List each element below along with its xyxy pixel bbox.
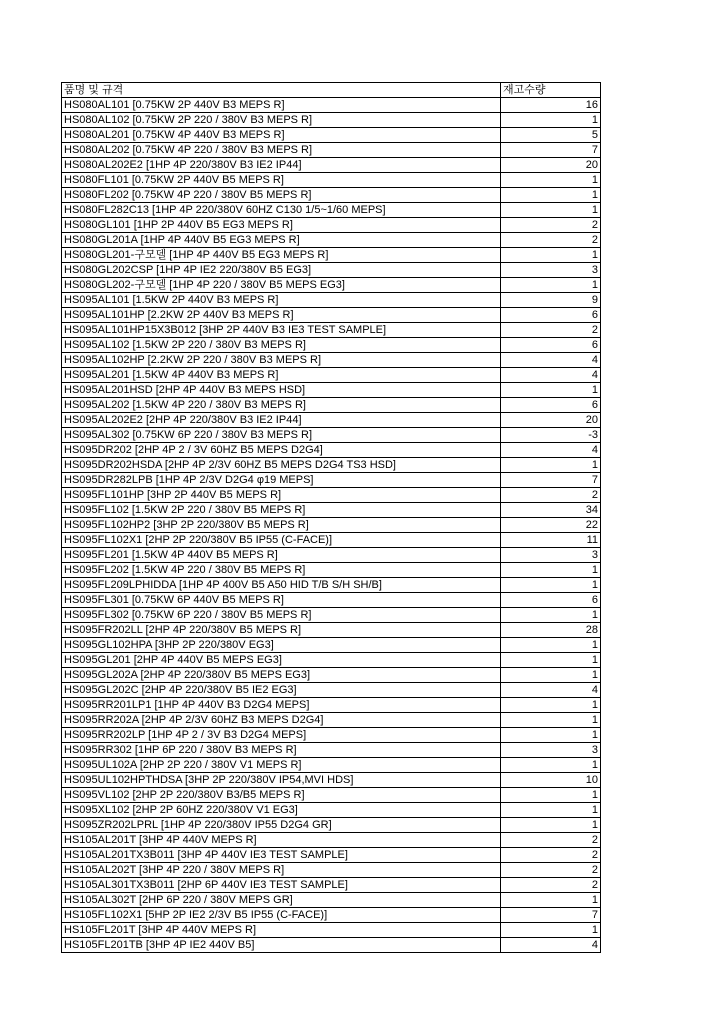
product-name-cell: HS095UL102HPTHDSA [3HP 2P 220/380V IP54,MVI HDS] [62, 773, 501, 788]
product-name-cell: HS095AL202E2 [2HP 4P 220/380V B3 IE2 IP44] [62, 413, 501, 428]
table-row [62, 308, 601, 323]
table-row [62, 938, 601, 953]
product-name-cell: HS095AL102HP [2.2KW 2P 220 / 380V B3 MEPS R] [62, 353, 501, 368]
table-row [62, 203, 601, 218]
stock-qty-cell: 4 [501, 443, 601, 458]
table-row [62, 713, 601, 728]
product-name-cell: HS095FR202LL [2HP 4P 220/380V B5 MEPS R] [62, 623, 501, 638]
product-name-cell: HS095FL301 [0.75KW 6P 440V B5 MEPS R] [62, 593, 501, 608]
stock-qty-cell: 1 [501, 278, 601, 293]
product-name-cell: HS080AL202 [0.75KW 4P 220 / 380V B3 MEPS R] [62, 143, 501, 158]
table-row [62, 293, 601, 308]
stock-qty-cell: 6 [501, 308, 601, 323]
table-row [62, 593, 601, 608]
stock-qty-cell: 2 [501, 848, 601, 863]
product-name-cell: HS095FL202 [1.5KW 4P 220 / 380V B5 MEPS R] [62, 563, 501, 578]
stock-qty-cell: 1 [501, 893, 601, 908]
stock-qty-cell: 1 [501, 698, 601, 713]
stock-qty-cell: 11 [501, 533, 601, 548]
stock-qty-cell: 1 [501, 713, 601, 728]
product-name-cell: HS095VL102 [2HP 2P 220/380V B3/B5 MEPS R] [62, 788, 501, 803]
product-name-cell: HS080GL202CSP [1HP 4P IE2 220/380V B5 EG3] [62, 263, 501, 278]
stock-qty-cell: 9 [501, 293, 601, 308]
stock-qty-cell: 1 [501, 578, 601, 593]
stock-qty-cell: 6 [501, 398, 601, 413]
product-name-cell: HS080FL282C13 [1HP 4P 220/380V 60HZ C130 1/5~1/60 MEPS] [62, 203, 501, 218]
product-name-cell: HS095AL101 [1.5KW 2P 440V B3 MEPS R] [62, 293, 501, 308]
stock-qty-cell: 1 [501, 383, 601, 398]
stock-qty-cell: 4 [501, 353, 601, 368]
table-row [62, 878, 601, 893]
product-name-cell: HS095GL202C [2HP 4P 220/380V B5 IE2 EG3] [62, 683, 501, 698]
product-name-cell: HS105AL302T [2HP 6P 220 / 380V MEPS GR] [62, 893, 501, 908]
table-row [62, 173, 601, 188]
product-name-cell: HS080AL201 [0.75KW 4P 440V B3 MEPS R] [62, 128, 501, 143]
product-name-cell: HS095AL201HSD [2HP 4P 440V B3 MEPS HSD] [62, 383, 501, 398]
stock-qty-cell: 6 [501, 593, 601, 608]
product-name-cell: HS095AL101HP [2.2KW 2P 440V B3 MEPS R] [62, 308, 501, 323]
product-name-cell: HS095FL201 [1.5KW 4P 440V B5 MEPS R] [62, 548, 501, 563]
product-name-cell: HS095DR282LPB [1HP 4P 2/3V D2G4 φ19 MEPS] [62, 473, 501, 488]
table-row [62, 908, 601, 923]
table-row [62, 668, 601, 683]
product-name-cell: HS080AL202E2 [1HP 4P 220/380V B3 IE2 IP44] [62, 158, 501, 173]
table-row [62, 98, 601, 113]
stock-qty-cell: 28 [501, 623, 601, 638]
product-name-cell: HS095XL102 [2HP 2P 60HZ 220/380V V1 EG3] [62, 803, 501, 818]
table-row [62, 473, 601, 488]
product-name-cell: HS095DR202 [2HP 4P 2 / 3V 60HZ B5 MEPS D2G4] [62, 443, 501, 458]
product-name-cell: HS095FL102HP2 [3HP 2P 220/380V B5 MEPS R] [62, 518, 501, 533]
stock-qty-cell: 5 [501, 128, 601, 143]
stock-qty-cell: 7 [501, 473, 601, 488]
product-name-cell: HS095DR202HSDA [2HP 4P 2/3V 60HZ B5 MEPS D2G4 TS3 HSD] [62, 458, 501, 473]
product-name-cell: HS105FL102X1 [5HP 2P IE2 2/3V B5 IP55 (C-FACE)] [62, 908, 501, 923]
product-name-cell: HS095RR302 [1HP 6P 220 / 380V B3 MEPS R] [62, 743, 501, 758]
header-stock-qty: 재고수량 [501, 83, 601, 98]
table-row [62, 578, 601, 593]
table-row [62, 638, 601, 653]
product-name-cell: HS095FL102 [1.5KW 2P 220 / 380V B5 MEPS R] [62, 503, 501, 518]
table-row [62, 503, 601, 518]
product-name-cell: HS080GL201-구모델 [1HP 4P 440V B5 EG3 MEPS R] [62, 248, 501, 263]
product-name-cell: HS095AL102 [1.5KW 2P 220 / 380V B3 MEPS R] [62, 338, 501, 353]
stock-qty-cell: 20 [501, 413, 601, 428]
product-name-cell: HS095FL302 [0.75KW 6P 220 / 380V B5 MEPS R] [62, 608, 501, 623]
table-row [62, 113, 601, 128]
stock-qty-cell: 1 [501, 608, 601, 623]
table-row [62, 458, 601, 473]
table-row [62, 188, 601, 203]
product-name-cell: HS080GL101 [1HP 2P 440V B5 EG3 MEPS R] [62, 218, 501, 233]
product-name-cell: HS095FL209LPHIDDA [1HP 4P 400V B5 A50 HID T/B S/H SH/B] [62, 578, 501, 593]
product-name-cell: HS105AL201T [3HP 4P 440V MEPS R] [62, 833, 501, 848]
product-name-cell: HS105AL301TX3B011 [2HP 6P 440V IE3 TEST SAMPLE] [62, 878, 501, 893]
product-name-cell: HS095GL102HPA [3HP 2P 220/380V EG3] [62, 638, 501, 653]
table-row [62, 428, 601, 443]
table-row [62, 803, 601, 818]
table-row [62, 923, 601, 938]
table-row [62, 323, 601, 338]
stock-qty-cell: 2 [501, 863, 601, 878]
table-row [62, 773, 601, 788]
stock-qty-cell: 3 [501, 263, 601, 278]
stock-qty-cell: 1 [501, 728, 601, 743]
table-row [62, 233, 601, 248]
stock-qty-cell: 2 [501, 878, 601, 893]
product-name-cell: HS095AL202 [1.5KW 4P 220 / 380V B3 MEPS R] [62, 398, 501, 413]
table-row [62, 398, 601, 413]
product-name-cell: HS095FL102X1 [2HP 2P 220/380V B5 IP55 (C-FACE)] [62, 533, 501, 548]
table-row [62, 743, 601, 758]
stock-qty-cell: 1 [501, 173, 601, 188]
table-row [62, 443, 601, 458]
stock-qty-cell: 16 [501, 98, 601, 113]
stock-qty-cell: 2 [501, 323, 601, 338]
stock-qty-cell: 34 [501, 503, 601, 518]
product-name-cell: HS095AL302 [0.75KW 6P 220 / 380V B3 MEPS R] [62, 428, 501, 443]
table-row [62, 158, 601, 173]
stock-qty-cell: 7 [501, 908, 601, 923]
stock-qty-cell: 1 [501, 188, 601, 203]
table-row [62, 563, 601, 578]
table-row [62, 413, 601, 428]
table-row [62, 353, 601, 368]
stock-qty-cell: 6 [501, 338, 601, 353]
stock-qty-cell: 2 [501, 488, 601, 503]
table-row [62, 728, 601, 743]
stock-qty-cell: 1 [501, 653, 601, 668]
product-name-cell: HS080FL202 [0.75KW 4P 220 / 380V B5 MEPS R] [62, 188, 501, 203]
product-name-cell: HS080GL202-구모델 [1HP 4P 220 / 380V B5 MEPS EG3] [62, 278, 501, 293]
stock-qty-cell: 4 [501, 368, 601, 383]
table-row [62, 653, 601, 668]
stock-qty-cell: 1 [501, 668, 601, 683]
stock-qty-cell: 2 [501, 218, 601, 233]
table-row [62, 848, 601, 863]
stock-qty-cell: 1 [501, 113, 601, 128]
table-row [62, 758, 601, 773]
product-name-cell: HS095RR202A [2HP 4P 2/3V 60HZ B3 MEPS D2G4] [62, 713, 501, 728]
product-name-cell: HS095RR201LP1 [1HP 4P 440V B3 D2G4 MEPS] [62, 698, 501, 713]
product-name-cell: HS095GL202A [2HP 4P 220/380V B5 MEPS EG3] [62, 668, 501, 683]
table-row [62, 623, 601, 638]
table-row [62, 833, 601, 848]
header-product-name: 품명 및 규격 [62, 83, 501, 98]
table-row [62, 863, 601, 878]
stock-qty-cell: 1 [501, 758, 601, 773]
product-name-cell: HS095RR202LP [1HP 4P 2 / 3V B3 D2G4 MEPS] [62, 728, 501, 743]
stock-qty-cell: 4 [501, 938, 601, 953]
product-name-cell: HS105AL202T [3HP 4P 220 / 380V MEPS R] [62, 863, 501, 878]
product-name-cell: HS080AL102 [0.75KW 2P 220 / 380V B3 MEPS R] [62, 113, 501, 128]
stock-qty-cell: 1 [501, 248, 601, 263]
product-name-cell: HS095FL101HP [3HP 2P 440V B5 MEPS R] [62, 488, 501, 503]
product-name-cell: HS080GL201A [1HP 4P 440V B5 EG3 MEPS R] [62, 233, 501, 248]
stock-qty-cell: 10 [501, 773, 601, 788]
product-name-cell: HS095AL101HP15X3B012 [3HP 2P 440V B3 IE3 TEST SAMPLE] [62, 323, 501, 338]
product-name-cell: HS105FL201T [3HP 4P 440V MEPS R] [62, 923, 501, 938]
product-name-cell: HS095UL102A [2HP 2P 220 / 380V V1 MEPS R] [62, 758, 501, 773]
table-row [62, 533, 601, 548]
stock-qty-cell: 3 [501, 548, 601, 563]
table-row [62, 338, 601, 353]
table-row [62, 263, 601, 278]
stock-qty-cell: 7 [501, 143, 601, 158]
table-row [62, 608, 601, 623]
stock-qty-cell: 4 [501, 683, 601, 698]
stock-qty-cell: 1 [501, 818, 601, 833]
stock-qty-cell: 3 [501, 743, 601, 758]
table-row [62, 278, 601, 293]
product-name-cell: HS095ZR202LPRL [1HP 4P 220/380V IP55 D2G4 GR] [62, 818, 501, 833]
table-row [62, 818, 601, 833]
table-row [62, 698, 601, 713]
stock-qty-cell: 2 [501, 833, 601, 848]
product-name-cell: HS105FL201TB [3HP 4P IE2 440V B5] [62, 938, 501, 953]
product-name-cell: HS095AL201 [1.5KW 4P 440V B3 MEPS R] [62, 368, 501, 383]
table-row [62, 518, 601, 533]
header-row [62, 83, 601, 98]
table-row [62, 788, 601, 803]
stock-qty-cell: -3 [501, 428, 601, 443]
stock-qty-cell: 1 [501, 788, 601, 803]
table-row [62, 218, 601, 233]
stock-qty-cell: 1 [501, 563, 601, 578]
table-row [62, 488, 601, 503]
stock-qty-cell: 2 [501, 233, 601, 248]
stock-qty-cell: 22 [501, 518, 601, 533]
table-row [62, 383, 601, 398]
stock-qty-cell: 20 [501, 158, 601, 173]
table-row [62, 548, 601, 563]
stock-qty-cell: 1 [501, 203, 601, 218]
stock-qty-cell: 1 [501, 923, 601, 938]
table-row [62, 683, 601, 698]
table-row [62, 368, 601, 383]
table-row [62, 128, 601, 143]
product-name-cell: HS080AL101 [0.75KW 2P 440V B3 MEPS R] [62, 98, 501, 113]
stock-qty-cell: 1 [501, 458, 601, 473]
product-name-cell: HS095GL201 [2HP 4P 440V B5 MEPS EG3] [62, 653, 501, 668]
inventory-table [61, 82, 601, 953]
product-name-cell: HS080FL101 [0.75KW 2P 440V B5 MEPS R] [62, 173, 501, 188]
table-row [62, 248, 601, 263]
table-row [62, 893, 601, 908]
stock-qty-cell: 1 [501, 803, 601, 818]
table-row [62, 143, 601, 158]
stock-qty-cell: 1 [501, 638, 601, 653]
product-name-cell: HS105AL201TX3B011 [3HP 4P 440V IE3 TEST SAMPLE] [62, 848, 501, 863]
